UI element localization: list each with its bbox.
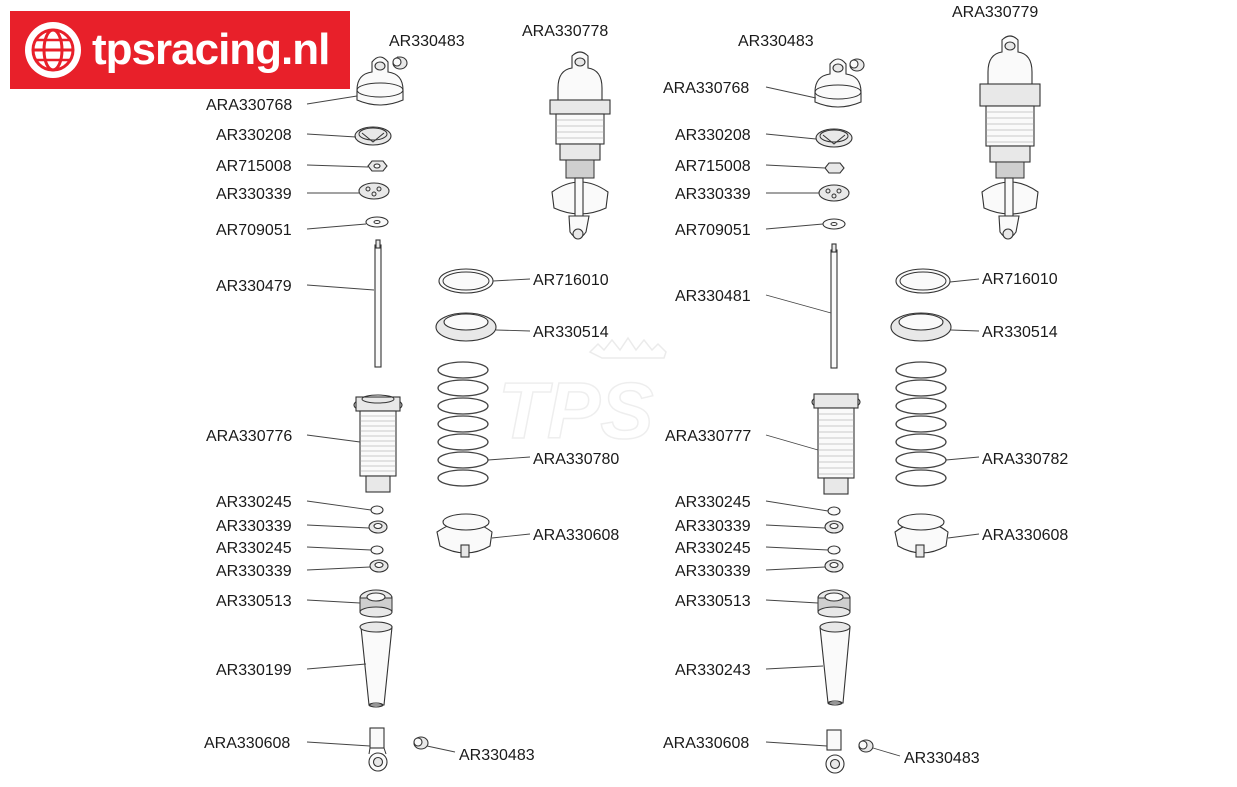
part-label: AR330339 xyxy=(216,563,292,580)
part-label: AR709051 xyxy=(216,222,292,239)
part-label: AR330483 xyxy=(389,33,465,50)
part-label: AR330339 xyxy=(216,518,292,535)
bushing-part xyxy=(393,57,407,69)
part-label: AR330483 xyxy=(738,33,814,50)
nut-part xyxy=(368,161,387,171)
part-label: AR330199 xyxy=(216,662,292,679)
shock-boot-part xyxy=(820,622,850,705)
part-label: ARA330608 xyxy=(204,735,291,752)
part-label: AR330245 xyxy=(675,540,751,557)
o-ring-part xyxy=(371,546,383,554)
part-label: AR330513 xyxy=(216,593,292,610)
spacer-part xyxy=(825,560,843,572)
part-label: AR330339 xyxy=(216,186,292,203)
membrane-part xyxy=(355,127,391,145)
bushing-part xyxy=(850,59,864,71)
part-label: AR330245 xyxy=(216,494,292,511)
rod-end-part xyxy=(369,728,387,771)
part-label: AR330245 xyxy=(216,540,292,557)
washer-part xyxy=(823,219,845,229)
bushing-part xyxy=(414,737,428,749)
part-label: AR330479 xyxy=(216,278,292,295)
o-ring-part xyxy=(828,546,840,554)
part-label: AR330513 xyxy=(675,593,751,610)
rod-end-part xyxy=(826,730,844,773)
part-label: AR715008 xyxy=(216,158,292,175)
washer-part xyxy=(366,217,388,227)
part-label: ARA330776 xyxy=(206,428,293,445)
spring-collar-part xyxy=(891,313,951,341)
o-ring-part xyxy=(896,269,950,293)
part-label: AR330339 xyxy=(675,563,751,580)
part-label: ARA330782 xyxy=(982,451,1069,468)
spring-part xyxy=(438,362,488,486)
part-label: AR330514 xyxy=(533,324,609,341)
part-label: AR715008 xyxy=(675,158,751,175)
bushing-part xyxy=(859,740,873,752)
part-label: AR330243 xyxy=(675,662,751,679)
part-label: ARA330779 xyxy=(952,4,1039,21)
o-ring-part xyxy=(371,506,383,514)
shock-shaft-part xyxy=(375,240,381,367)
o-ring-part xyxy=(439,269,493,293)
assembled-shock-part xyxy=(550,52,610,239)
spring-collar-part xyxy=(436,313,496,341)
membrane-part xyxy=(816,129,852,147)
part-label: ARA330608 xyxy=(663,735,750,752)
part-label: AR330483 xyxy=(904,750,980,767)
part-label: AR330339 xyxy=(675,186,751,203)
o-ring-part xyxy=(828,507,840,515)
shock-shaft-part xyxy=(831,244,837,368)
piston-part xyxy=(359,183,389,199)
spacer-part xyxy=(825,521,843,533)
collar-nut-part xyxy=(360,590,392,617)
collar-nut-part xyxy=(818,590,850,617)
part-label: ARA330780 xyxy=(533,451,620,468)
right-exploded-parts xyxy=(812,36,1040,773)
part-label: ARA330768 xyxy=(206,97,293,114)
part-label: AR716010 xyxy=(533,272,609,289)
piston-part xyxy=(819,185,849,201)
part-label: AR330339 xyxy=(675,518,751,535)
spring-part xyxy=(896,362,946,486)
tps-watermark xyxy=(498,338,666,455)
nut-part xyxy=(825,163,844,173)
part-label: ARA330608 xyxy=(533,527,620,544)
part-label: ARA330768 xyxy=(663,80,750,97)
part-label: ARA330778 xyxy=(522,23,609,40)
part-label: ARA330777 xyxy=(665,428,752,445)
shock-body-part xyxy=(354,395,402,492)
spring-perch-part xyxy=(437,514,492,557)
spacer-part xyxy=(370,560,388,572)
watermark-text: TPS xyxy=(498,366,654,455)
part-label: AR330208 xyxy=(216,127,292,144)
part-label: AR330483 xyxy=(459,747,535,764)
spring-perch-part xyxy=(895,514,948,557)
part-label: AR330245 xyxy=(675,494,751,511)
part-label: AR716010 xyxy=(982,271,1058,288)
logo-text: tpsracing.nl xyxy=(92,25,330,74)
part-label: AR330514 xyxy=(982,324,1058,341)
part-label: AR330481 xyxy=(675,288,751,305)
assembled-shock-part xyxy=(980,36,1040,239)
part-label: AR709051 xyxy=(675,222,751,239)
spacer-part xyxy=(369,521,387,533)
shock-body-part xyxy=(812,394,860,494)
part-label: AR330208 xyxy=(675,127,751,144)
part-label: ARA330608 xyxy=(982,527,1069,544)
